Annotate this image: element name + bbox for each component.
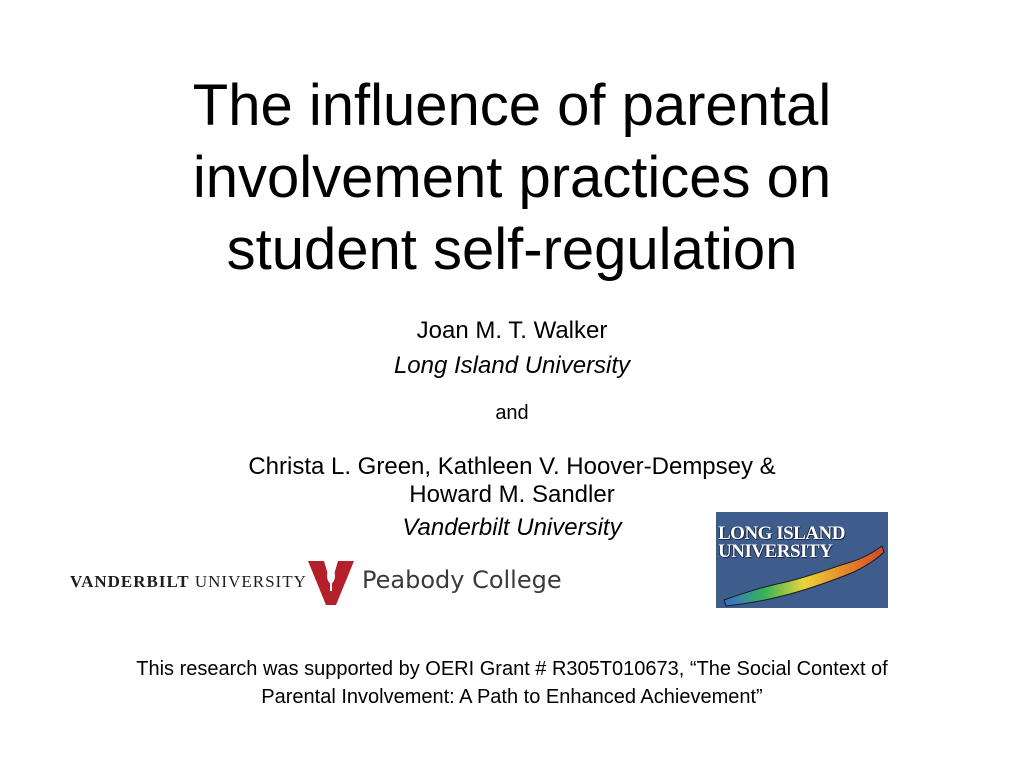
funding-note [40,655,984,711]
vanderbilt-wordmark [70,572,307,592]
author-walker: Joan M. T. Walker [416,317,608,344]
vanderbilt-oak-v-icon [306,557,356,607]
peabody-wordmark: Peabody College [362,566,562,594]
affiliation-vanderbilt: Vanderbilt University [402,514,622,541]
funding-line: Parental Involvement: A Path to Enhanced Achievement” [261,686,763,708]
vanderbilt-wordmark-bold: VANDERBILT [70,572,190,591]
title-line: involvement practices on [192,145,832,210]
vanderbilt-wordmark-rest: UNIVERSITY [189,572,307,591]
liu-wordmark-line1: LONG ISLAND [718,523,845,544]
title-line: The influence of parental [192,73,832,138]
title-line: student self-regulation [226,217,798,282]
liu-wordmark-line2: UNIVERSITY [718,541,833,562]
vanderbilt-peabody-logo [70,555,562,607]
authors-line: Howard M. Sandler [409,481,615,508]
authors-vanderbilt [0,453,1024,509]
slide-title [0,70,1024,286]
conjunction-and: and [495,402,529,424]
authors-line: Christa L. Green, Kathleen V. Hoover-Dempsey & [248,453,776,480]
funding-line: This research was supported by OERI Grant # R305T010673, “The Social Context of [136,658,888,680]
liu-logo [716,512,888,608]
affiliation-liu: Long Island University [393,352,631,379]
